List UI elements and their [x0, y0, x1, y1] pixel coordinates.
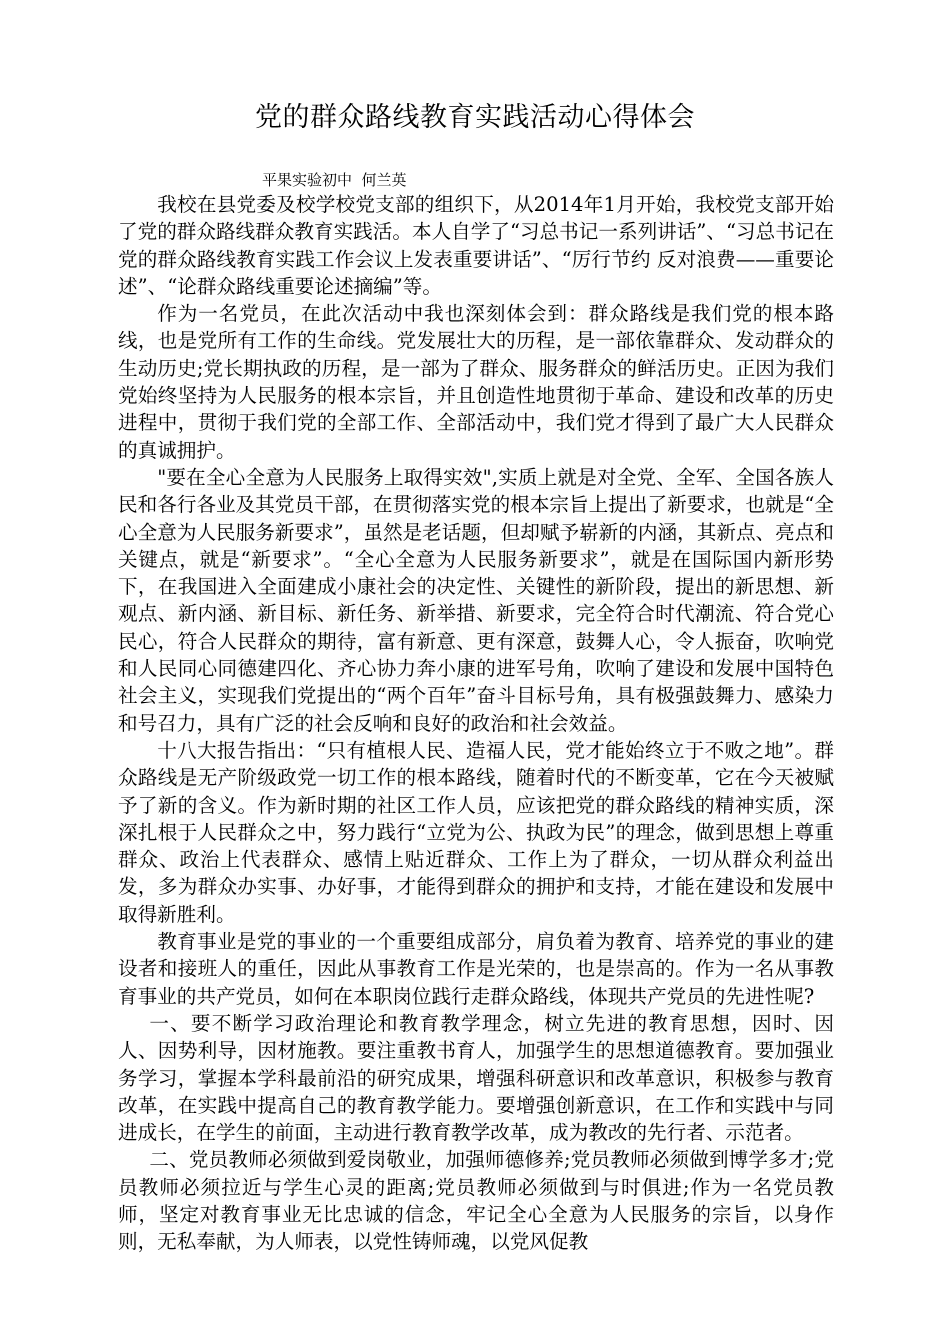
paragraph: 我校在县党委及校学校党支部的组织下，从2014年1月开始，我校党支部开始了党的群众路线群众教育实践活。本人自学了“习总书记一系列讲话”、“习总书记在党的群众路线教育实践工作会议上发表重要讲话”、“厉行节约 反对浪费——重要论述”、“论群众路线重要论述摘编”等。	[118, 193, 834, 298]
document-title: 党的群众路线教育实践活动心得体会	[255, 102, 695, 133]
author-line: 平果实验初中 何兰英	[262, 171, 407, 189]
document-body	[118, 191, 834, 1256]
paragraph: "要在全心全意为人民服务上取得实效",实质上就是对全党、全军、全国各族人民和各行各业及其党员干部，在贯彻落实党的根本宗旨上提出了新要求，也就是“全心全意为人民服务新要求”，虽然是老话题，但却赋予崭新的内涵，其新点、亮点和关键点，就是“新要求”。“全心全意为人民服务新要求”，就是在国际国内新形势下，在我国进入全面建成小康社会的决定性、关键性的新阶段，提出的新思想、新观点、新内涵、新目标、新任务、新举措、新要求，完全符合时代潮流、符合党心民心，符合人民群众的期待，富有新意、更有深意，鼓舞人心，令人振奋，吹响党和人民同心同德建四化、齐心协力奔小康的进军号角，吹响了建设和发展中国特色社会主义，实现我们党提出的“两个百年”奋斗目标号角，具有极强鼓舞力、感染力和号召力，具有广泛的社会反响和良好的政治和社会效益。	[118, 465, 834, 735]
paragraph: 作为一名党员，在此次活动中我也深刻体会到：群众路线是我们党的根本路线，也是党所有工作的生命线。党发展壮大的历程，是一部依靠群众、发动群众的生动历史;党长期执政的历程，是一部为了群众、服务群众的鲜活历史。正因为我们党始终坚持为人民服务的根本宗旨，并且创造性地贯彻于革命、建设和改革的历史进程中，贯彻于我们党的全部工作、全部活动中，我们党才得到了最广大人民群众的真诚拥护。	[118, 302, 834, 462]
paragraph: 十八大报告指出：“只有植根人民、造福人民，党才能始终立于不败之地”。群众路线是无产阶级政党一切工作的根本路线，随着时代的不断变革，它在今天被赋予了新的含义。作为新时期的社区工作人员，应该把党的群众路线的精神实质，深深扎根于人民群众之中，努力践行“立党为公、执政为民”的理念，做到思想上尊重群众、政治上代表群众、感情上贴近群众、工作上为了群众，一切从群众利益出发，多为群众办实事、办好事，才能得到群众的拥护和支持，才能在建设和发展中取得新胜利。	[118, 738, 834, 926]
paragraph-point-two: 二、党员教师必须做到爱岗敬业，加强师德修养;党员教师必须做到博学多才;党员教师必须拉近与学生心灵的距离;党员教师必须做到与时俱进;作为一名党员教师，坚定对教育事业无比忠诚的信念，牢记全心全意为人民服务的宗旨，以身作则，无私奉献，为人师表，以党性铸师魂，以党风促教	[118, 1148, 834, 1254]
paragraph: 教育事业是党的事业的一个重要组成部分，肩负着为教育、培养党的事业的建设者和接班人的重任，因此从事教育工作是光荣的，也是崇高的。作为一名从事教育事业的共产党员，如何在本职岗位践行走群众路线，体现共产党员的先进性呢?	[118, 930, 834, 1008]
paragraph-point-one: 一、要不断学习政治理论和教育教学理念，树立先进的教育思想，因时、因人、因势利导，因材施教。要注重教书育人，加强学生的思想道德教育。要加强业务学习，掌握本学科最前沿的研究成果，增强科研意识和改革意识，积极参与教育改革，在实践中提高自己的教育教学能力。要增强创新意识，在工作和实践中与同进成长，在学生的前面，主动进行教育教学改革，成为教改的先行者、示范者。	[118, 1011, 834, 1145]
